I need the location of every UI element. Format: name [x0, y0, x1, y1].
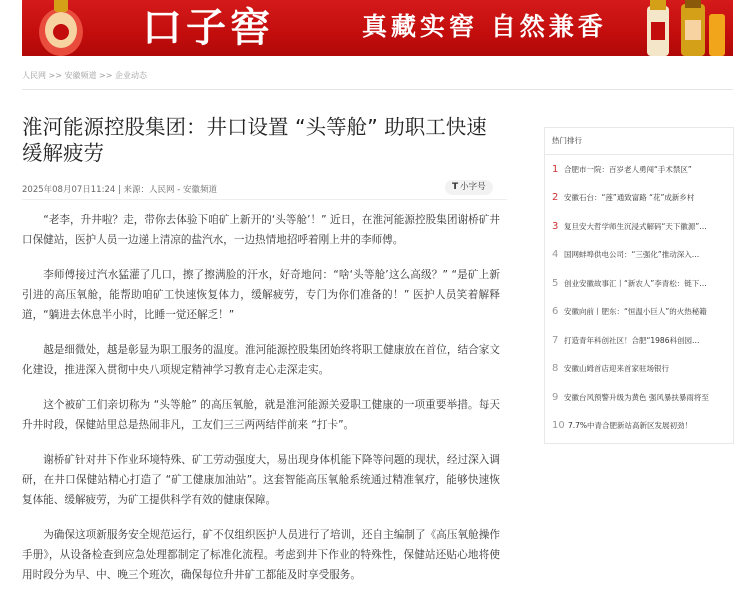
breadcrumb-item-section[interactable]: 企业动态 [115, 71, 147, 80]
article-meta: 2025年08月07日11:24 | 来源：人民网 - 安徽频道 [22, 185, 217, 195]
hot-ranking-list [545, 155, 733, 440]
rank-number: 7 [552, 334, 559, 346]
rank-number: 3 [552, 220, 559, 232]
ranking-item[interactable] [545, 212, 733, 241]
ranking-item-link[interactable]: 复旦安大哲学师生沉浸式解码“天下徽源”… [564, 221, 707, 231]
breadcrumb-sep: >> [96, 71, 115, 80]
font-size-toggle[interactable] [445, 180, 493, 195]
breadcrumb-item-channel[interactable]: 安徽频道 [64, 71, 97, 80]
ranking-item-link[interactable]: 安徽石台：“莲”通致富路 “花”成新乡村 [564, 193, 695, 203]
ranking-item-link[interactable]: 7.7%中青合肥新站高新区发展初劲！ [568, 421, 693, 431]
ranking-item[interactable] [545, 155, 733, 184]
banner-slogan: 真藏实窖 自然兼香 [362, 12, 607, 41]
rank-number: 1 [552, 163, 559, 175]
rank-number: 8 [552, 363, 559, 375]
hot-ranking-title: 热门排行 [545, 128, 733, 155]
ranking-item[interactable] [545, 355, 733, 384]
ranking-item[interactable] [545, 184, 733, 213]
breadcrumb [22, 70, 147, 81]
ranking-item-link[interactable]: 安徽向前丨肥东：“恒温小巨人”的火热秘籍 [564, 307, 707, 317]
article-paragraph: 李师傅接过汽水猛灌了几口，擦了擦满脸的汗水，好奇地问：“啥‘头等舱’这么高级？” “是矿上新引进的高压氧舱，能帮助咱矿工快速恢复体力，缓解疲劳，专门为你们准备的！” 医护人员笑着解释道，“躺进去休息半小时，比睡一觉还解乏！” [22, 269, 500, 321]
ranking-item[interactable] [545, 298, 733, 327]
ranking-item-link[interactable]: 国网蚌埠供电公司：“三强化”推动深入… [564, 250, 700, 260]
rank-number: 6 [552, 306, 559, 318]
breadcrumb-sep: >> [46, 71, 65, 80]
article-title: 淮河能源控股集团：井口设置 “头等舱” 助职工快速缓解疲劳 [22, 115, 487, 165]
ranking-item-link[interactable]: 合肥市一院：百岁老人勇闯“手术禁区” [564, 164, 692, 174]
liquor-bottles-icon [635, 0, 727, 56]
article-paragraph: “老李，升井啦？走，带你去体验下咱矿上新开的‘头等舱’！” 近日，在淮河能源控股集团谢桥矿井口保健站，医护人员一边递上清凉的盐汽水，一边热情地招呼着刚上井的李师傅。 [22, 214, 500, 246]
breadcrumb-item-home[interactable]: 人民网 [22, 71, 46, 80]
ranking-item[interactable] [545, 269, 733, 298]
hot-ranking-panel [544, 127, 734, 444]
article-paragraph: 越是细微处，越是彰显为职工服务的温度。淮河能源控股集团始终将职工健康放在首位，结合家文化建设，推进深入贯彻中央八项规定精神学习教育走心走深走实。 [22, 344, 500, 376]
ranking-item[interactable] [545, 412, 733, 441]
font-size-toggle-label: 小字号 [460, 182, 486, 192]
rank-number: 10 [552, 420, 565, 432]
article-body [22, 210, 500, 600]
ranking-item[interactable] [545, 383, 733, 412]
article-paragraph: 这个被矿工们亲切称为 “头等舱” 的高压氧舱，就是淮河能源关爱职工健康的一项重要举措。每天升井时段，保健站里总是热闹非凡，工友们三三两两结伴前来 “打卡”。 [22, 399, 500, 431]
article-paragraph: 为确保这项新服务安全规范运行，矿不仅组织医护人员进行了培训，还自主编制了《高压氧舱操作手册》，从设备检查到应急处理都制定了标准化流程。考虑到井下作业的特殊性，保健站还贴心地将使用时段分为早、中、晚三个班次，确保每位升井矿工都能及时享受服务。 [22, 529, 500, 581]
ad-banner[interactable] [22, 0, 733, 56]
rank-number: 4 [552, 249, 559, 261]
liquor-bottle-icon [30, 0, 92, 56]
ranking-item[interactable] [545, 241, 733, 270]
rank-number: 5 [552, 277, 559, 289]
ranking-item-link[interactable]: 安徽山姆首店迎来首家驻场银行 [564, 364, 669, 374]
ranking-item-link[interactable]: 安徽台风预警升级为黄色 强风暴扶暴雨将至 [564, 392, 709, 402]
ranking-item[interactable] [545, 326, 733, 355]
ranking-item-link[interactable]: 创业安徽故事汇丨“新农人”李青松：链下… [564, 278, 707, 288]
rank-number: 2 [552, 192, 559, 204]
rank-number: 9 [552, 391, 559, 403]
ranking-item-link[interactable]: 打造青年科创社区！合肥“1986科创园… [564, 335, 700, 345]
header-divider [22, 89, 733, 90]
banner-brand: 口子窖 [142, 4, 274, 51]
article-paragraph: 谢桥矿针对井下作业环境特殊、矿工劳动强度大，易出现身体机能下降等问题的现状，经过深入调研，在井口保健站精心打造了 “矿工健康加油站”。这套智能高压氧舱系统通过精准氧疗，能够快速恢复体能、缓解疲劳，为矿工提供科学有效的健康保障。 [22, 454, 500, 506]
text-size-icon: T [452, 182, 459, 192]
meta-divider [22, 199, 507, 200]
